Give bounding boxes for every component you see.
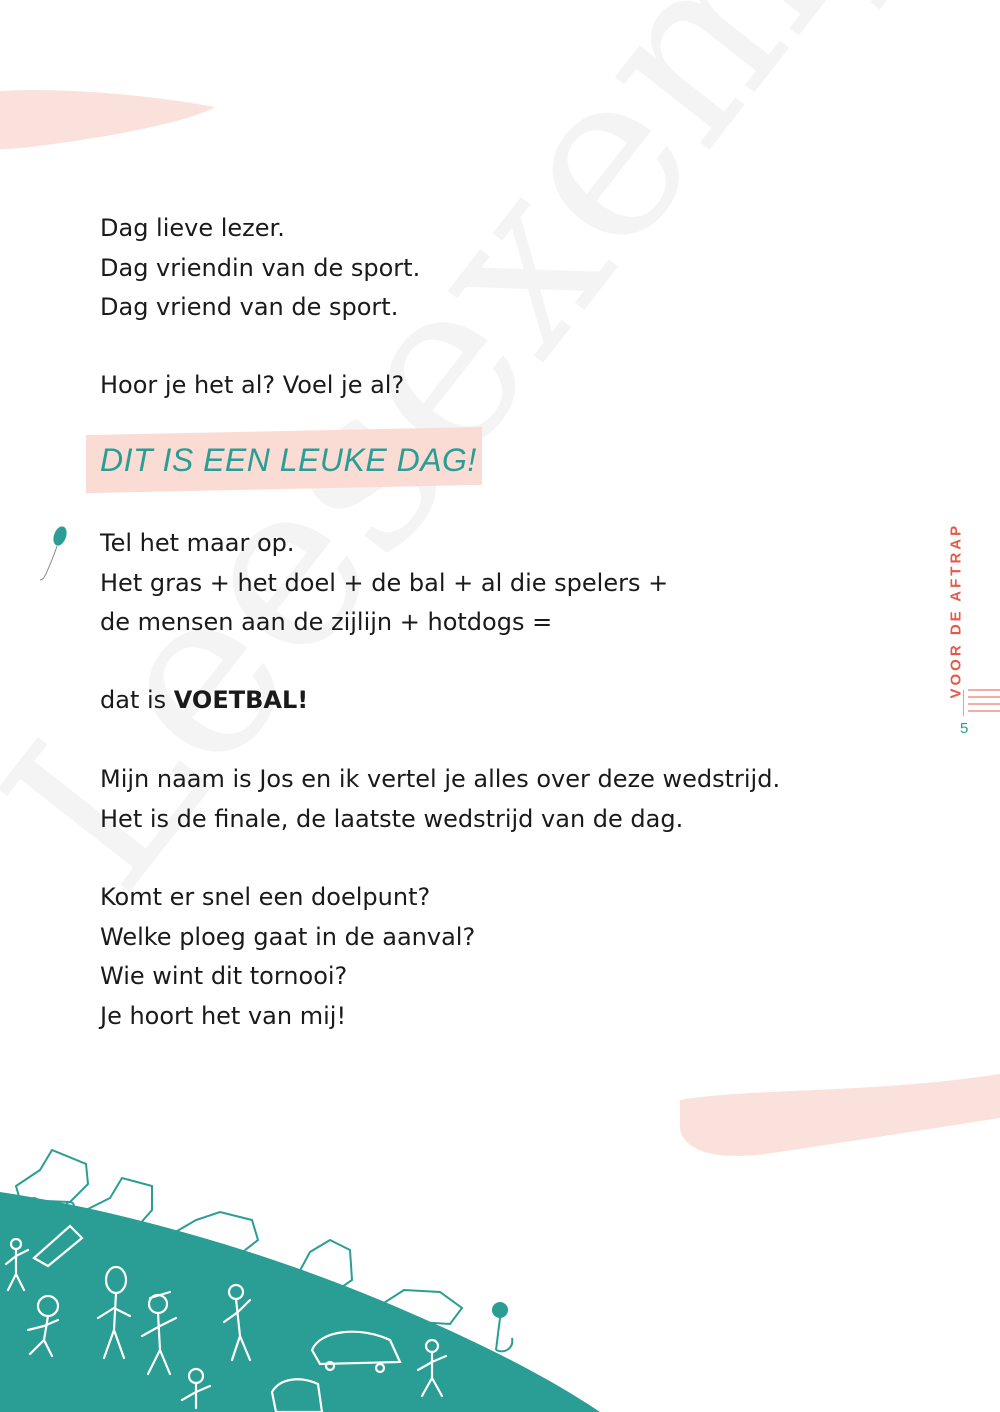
count-line: Tel het maar op. [100,529,295,557]
intro-line: Dag vriendin van de sport. [100,253,421,282]
question-line: Hoor je het al? Voel je al? [100,371,405,399]
balloon-icon [34,522,74,584]
section-label: VOOR DE AFTRAP [947,522,965,699]
name-block [100,760,780,839]
page-number: 5 [960,720,969,737]
name-line: Mijn naam is Jos en ik vertel je alles over deze wedstrijd. [100,765,781,793]
count-line: de mensen aan de zijlijn + hotdogs = [100,608,553,636]
result-line [100,681,308,721]
pink-brush-bottom [676,1070,1000,1160]
result-prefix: dat is [100,686,174,714]
result-bold: VOETBAL! [173,686,309,714]
question-item: Wie wint dit tornooi? [100,962,348,990]
football-crowd-illustration [0,1140,620,1412]
result-block [100,681,308,721]
question-block [100,366,404,406]
count-block [100,524,668,643]
question-item: Je hoort het van mij! [100,1001,347,1030]
question-item: Komt er snel een doelpunt? [100,883,431,911]
intro-line: Dag lieve lezer. [100,214,285,242]
question-item: Welke ploeg gaat in de aanval? [100,922,476,951]
intro-block [100,209,420,328]
pink-brush-top [0,85,220,155]
headline: DIT IS EEN LEUKE DAG! [100,442,477,478]
questions-block [100,878,475,1036]
name-line: Het is de finale, de laatste wedstrijd van de dag. [100,804,684,833]
intro-line: Dag vriend van de sport. [100,293,399,321]
count-line: Het gras + het doel + de bal + al die spelers + [100,568,669,597]
side-lines-decoration [963,688,1000,718]
